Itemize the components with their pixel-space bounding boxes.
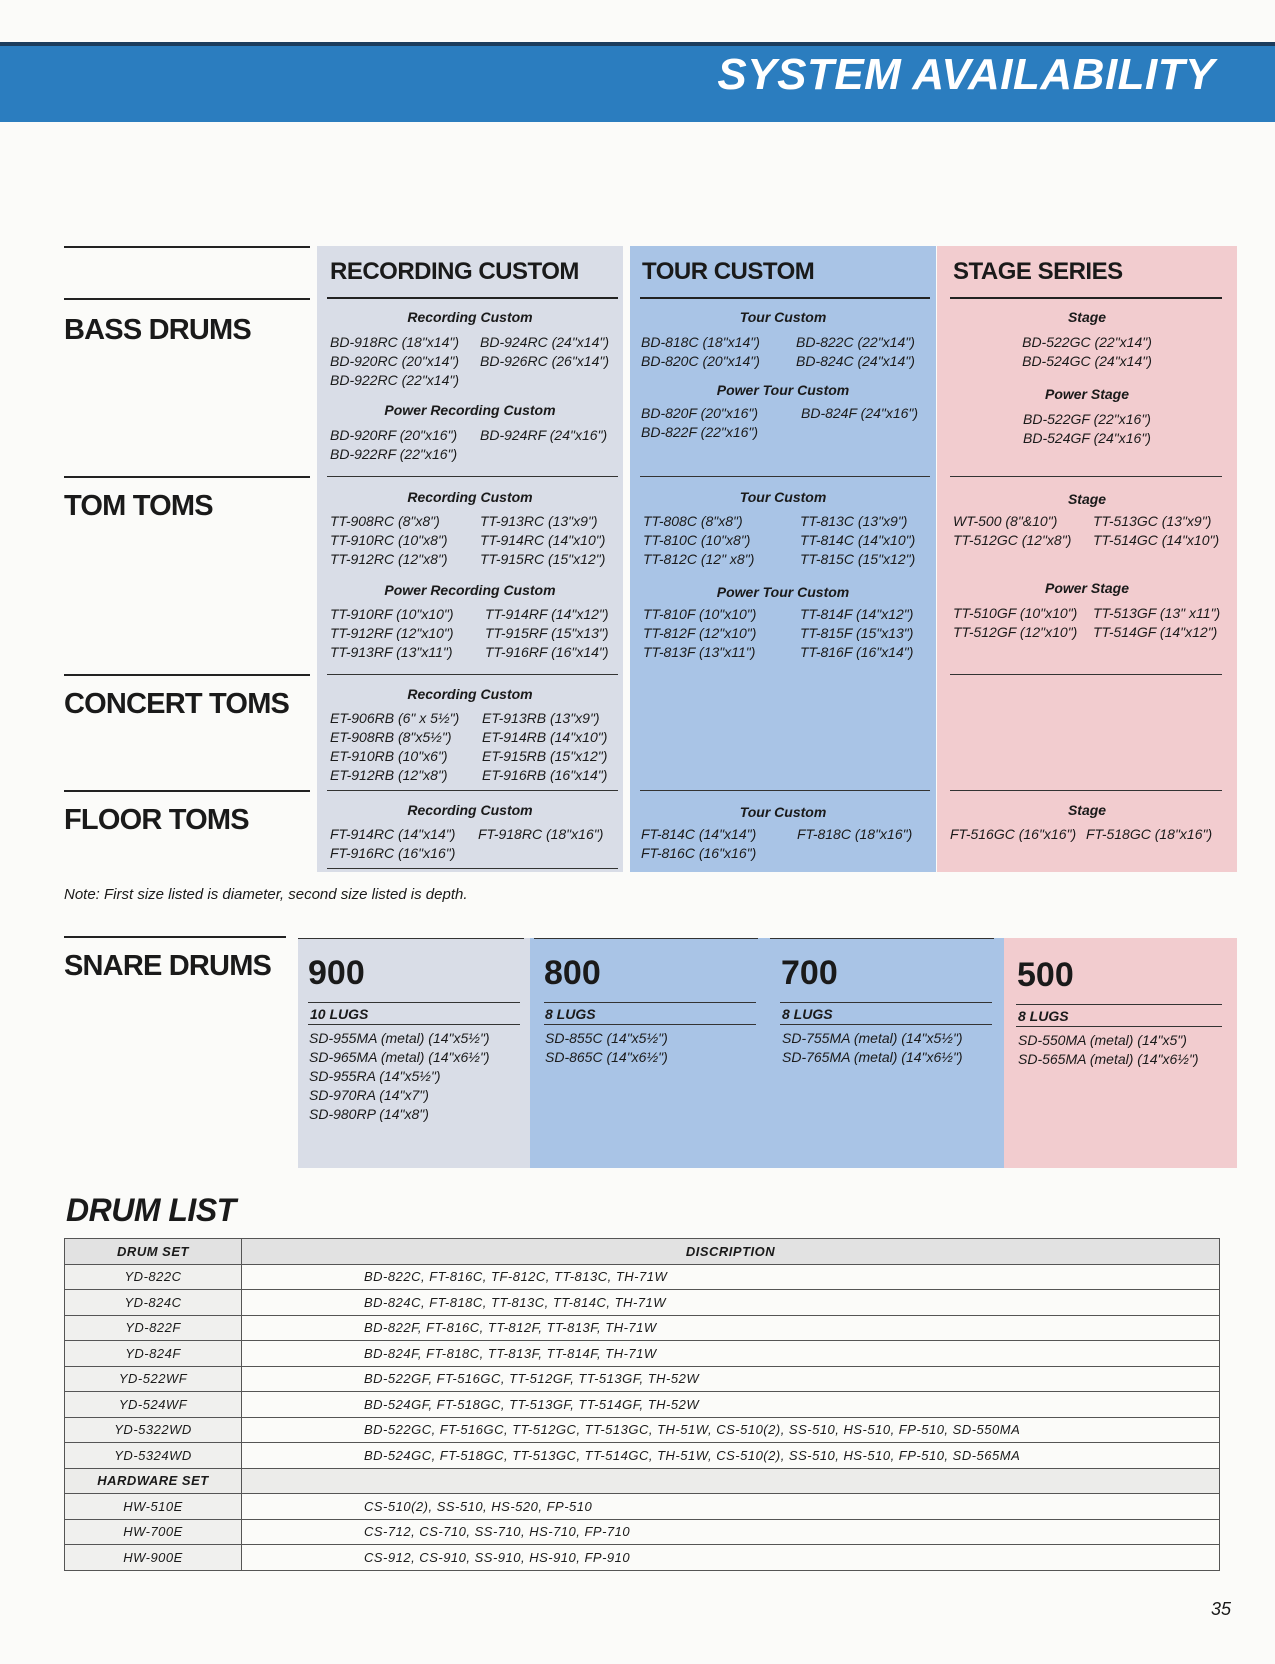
subseries-label: Tour Custom [739, 804, 827, 820]
list-item: FT-914RC (14"x14") [330, 826, 456, 842]
item-list [950, 825, 1212, 844]
subseries-label: Tour Custom [739, 489, 827, 505]
list-item: SD-955RA (14"x5½") [309, 1068, 441, 1084]
size-note: Note: First size listed is diameter, second size listed is depth. [64, 886, 468, 903]
drum-set-cell: HW-900E [65, 1545, 242, 1571]
snare-series-700: 700 [781, 954, 838, 992]
list-item: BD-922RF (22"x16") [330, 446, 458, 462]
drum-list-table [64, 1238, 1220, 1571]
list-item: ET-913RB (13"x9") [482, 710, 600, 726]
table-row [65, 1417, 1220, 1443]
list-item: TT-815F (15"x13") [800, 625, 914, 641]
snare-series-800: 800 [544, 954, 601, 992]
table-row [65, 1341, 1220, 1367]
divider [327, 674, 618, 675]
list-item: BD-824F (24"x16") [801, 405, 919, 421]
divider [1016, 1004, 1222, 1005]
item-list [643, 512, 915, 569]
snare-series-500: 500 [1017, 956, 1074, 994]
column-header-description: DISCRIPTION [242, 1239, 1220, 1265]
list-item: BD-524GC (24"x14") [1022, 353, 1152, 369]
table-row [65, 1392, 1220, 1418]
subseries-label: Recording Custom [407, 309, 533, 325]
list-item: BD-924RC (24"x14") [480, 334, 609, 350]
divider [1016, 1026, 1222, 1027]
drum-set-cell: YD-5322WD [65, 1417, 242, 1443]
list-item: TT-914RC (14"x10") [480, 532, 606, 548]
table-row [65, 1290, 1220, 1316]
drum-set-cell: YD-522WF [65, 1366, 242, 1392]
divider [544, 1002, 756, 1003]
subseries-label: Recording Custom [407, 489, 533, 505]
list-item: SD-550MA (metal) (14"x5") [1018, 1032, 1187, 1048]
divider [770, 938, 994, 939]
item-list [641, 825, 912, 863]
item-list [330, 512, 605, 569]
list-item: SD-865C (14"x6½") [545, 1049, 668, 1065]
tour-custom-title: TOUR CUSTOM [642, 258, 815, 285]
list-item: TT-912RC (12"x8") [330, 551, 448, 567]
list-item: FT-518GC (18"x16") [1086, 826, 1213, 842]
divider [64, 246, 310, 248]
description-cell: BD-522GF, FT-516GC, TT-512GF, TT-513GF, TH-52W [242, 1366, 1220, 1392]
divider [950, 297, 1222, 299]
list-item: BD-920RF (20"x16") [330, 427, 458, 443]
list-item: TT-814C (14"x10") [800, 532, 916, 548]
list-item: TT-815C (15"x12") [800, 551, 916, 567]
drum-set-cell: HARDWARE SET [65, 1468, 242, 1494]
list-item: BD-820F (20"x16") [641, 405, 759, 421]
list-item: SD-755MA (metal) (14"x5½") [782, 1030, 963, 1046]
divider [64, 476, 310, 478]
list-item: TT-510GF (10"x10") [953, 605, 1078, 621]
item-list [330, 825, 603, 863]
subseries-label: Power Tour Custom [716, 584, 850, 600]
list-item: FT-916RC (16"x16") [330, 845, 456, 861]
description-cell: BD-524GF, FT-518GC, TT-513GF, TT-514GF, TH-52W [242, 1392, 1220, 1418]
item-list [641, 404, 918, 442]
description-cell: BD-824F, FT-818C, TT-813F, TT-814F, TH-71W [242, 1341, 1220, 1367]
list-item: BD-522GC (22"x14") [1022, 334, 1152, 350]
column-header-drum-set: DRUM SET [65, 1239, 242, 1265]
item-list [330, 333, 609, 390]
list-item: BD-918RC (18"x14") [330, 334, 459, 350]
list-item: BD-522GF (22"x16") [1023, 411, 1151, 427]
divider [534, 938, 758, 939]
subseries-label: Power Tour Custom [716, 382, 850, 398]
table-row [65, 1264, 1220, 1290]
category-bass-drums: BASS DRUMS [64, 314, 251, 346]
category-tom-toms: TOM TOMS [64, 490, 213, 522]
page-number: 35 [1210, 1599, 1231, 1619]
description-cell: BD-822F, FT-816C, TT-812F, TT-813F, TH-71W [242, 1315, 1220, 1341]
list-item: TT-813F (13"x11") [643, 644, 756, 660]
divider [327, 790, 618, 791]
lug-count: 8 LUGS [782, 1006, 833, 1022]
drum-set-cell: YD-524WF [65, 1392, 242, 1418]
list-item: SD-980RP (14"x8") [309, 1106, 429, 1122]
subseries-label: Recording Custom [407, 686, 533, 702]
description-cell: BD-822C, FT-816C, TF-812C, TT-813C, TH-71W [242, 1264, 1220, 1290]
drum-list-title: DRUM LIST [66, 1192, 236, 1228]
category-floor-toms: FLOOR TOMS [64, 804, 249, 836]
list-item: ET-908RB (8"x5½") [330, 729, 452, 745]
list-item: TT-810C (10"x8") [643, 532, 751, 548]
item-list [330, 426, 607, 464]
page-title: SYSTEM AVAILABILITY [717, 50, 1215, 99]
drum-set-cell: HW-700E [65, 1519, 242, 1545]
stage-series-title: STAGE SERIES [953, 258, 1123, 285]
lug-count: 8 LUGS [545, 1006, 596, 1022]
list-item: SD-965MA (metal) (14"x6½") [309, 1049, 490, 1065]
table-row [65, 1494, 1220, 1520]
item-list [953, 512, 1219, 550]
list-item: ET-906RB (6" x 5½") [330, 710, 460, 726]
list-item: FT-516GC (16"x16") [950, 826, 1077, 842]
description-cell: BD-522GC, FT-516GC, TT-512GC, TT-513GC, TH-51W, CS-510(2), SS-510, HS-510, FP-510, SD-550MA [242, 1417, 1220, 1443]
divider [950, 674, 1222, 675]
list-item: TT-910RF (10"x10") [330, 606, 454, 622]
list-item: TT-913RC (13"x9") [480, 513, 598, 529]
subseries-label: Stage [1067, 802, 1107, 818]
list-item: BD-822F (22"x16") [641, 424, 759, 440]
subseries-label: Power Recording Custom [384, 402, 556, 418]
list-item: BD-924RF (24"x16") [480, 427, 608, 443]
list-item: FT-814C (14"x14") [641, 826, 757, 842]
description-cell [242, 1468, 1220, 1494]
subseries-label: Power Stage [1044, 580, 1130, 596]
list-item: ET-914RB (14"x10") [482, 729, 608, 745]
list-item: TT-512GF (12"x10") [953, 624, 1078, 640]
list-item: SD-765MA (metal) (14"x6½") [782, 1049, 963, 1065]
item-list [953, 604, 1220, 642]
table-row [65, 1315, 1220, 1341]
description-cell: CS-912, CS-910, SS-910, HS-910, FP-910 [242, 1545, 1220, 1571]
divider [64, 674, 310, 676]
divider [327, 868, 618, 869]
item-list [937, 333, 1237, 371]
list-item: BD-926RC (26"x14") [480, 353, 609, 369]
list-item: WT-500 (8"&10") [953, 513, 1058, 529]
item-list [309, 1029, 490, 1124]
list-item: TT-513GC (13"x9") [1093, 513, 1212, 529]
list-item: BD-822C (22"x14") [796, 334, 915, 350]
list-item: TT-816F (16"x14") [800, 644, 914, 660]
list-item: TT-513GF (13" x11") [1093, 605, 1221, 621]
divider [950, 476, 1222, 477]
lug-count: 8 LUGS [1018, 1008, 1069, 1024]
list-item: ET-915RB (15"x12") [482, 748, 608, 764]
list-item: BD-820C (20"x14") [641, 353, 760, 369]
divider [950, 790, 1222, 791]
list-item: TT-915RC (15"x12") [480, 551, 606, 567]
list-item: ET-916RB (16"x14") [482, 767, 608, 783]
list-item: TT-908RC (8"x8") [330, 513, 440, 529]
list-item: SD-855C (14"x5½") [545, 1030, 668, 1046]
divider [308, 1002, 520, 1003]
list-item: TT-812C (12" x8") [643, 551, 755, 567]
subseries-label: Recording Custom [407, 802, 533, 818]
drum-set-cell: YD-824C [65, 1290, 242, 1316]
subseries-label: Power Recording Custom [384, 582, 556, 598]
list-item: TT-913RF (13"x11") [330, 644, 453, 660]
divider [640, 476, 930, 477]
lug-count: 10 LUGS [310, 1006, 369, 1022]
recording-custom-title: RECORDING CUSTOM [330, 258, 579, 285]
list-item: SD-970RA (14"x7") [309, 1087, 429, 1103]
divider [780, 1002, 992, 1003]
list-item: TT-915RF (15"x13") [485, 625, 609, 641]
list-item: TT-916RF (16"x14") [485, 644, 609, 660]
list-item: FT-816C (16"x16") [641, 845, 757, 861]
divider [327, 297, 618, 299]
table-row [65, 1545, 1220, 1571]
list-item: TT-912RF (12"x10") [330, 625, 454, 641]
table-row [65, 1519, 1220, 1545]
list-item: SD-955MA (metal) (14"x5½") [309, 1030, 490, 1046]
divider [640, 297, 930, 299]
drum-set-cell: YD-822F [65, 1315, 242, 1341]
divider [327, 476, 618, 477]
table-row [65, 1366, 1220, 1392]
list-item: TT-512GC (12"x8") [953, 532, 1072, 548]
list-item: TT-914RF (14"x12") [485, 606, 609, 622]
description-cell: CS-712, CS-710, SS-710, HS-710, FP-710 [242, 1519, 1220, 1545]
description-cell: BD-824C, FT-818C, TT-813C, TT-814C, TH-71W [242, 1290, 1220, 1316]
list-item: TT-810F (10"x10") [643, 606, 757, 622]
item-list [330, 709, 607, 785]
item-list [330, 605, 609, 662]
subseries-label: Stage [1067, 491, 1107, 507]
list-item: TT-812F (12"x10") [643, 625, 757, 641]
list-item: BD-818C (18"x14") [641, 334, 760, 350]
list-item: ET-910RB (10"x6") [330, 748, 448, 764]
divider [308, 1024, 520, 1025]
divider [64, 790, 310, 792]
item-list [643, 605, 913, 662]
list-item: FT-818C (18"x16") [797, 826, 913, 842]
list-item: SD-565MA (metal) (14"x6½") [1018, 1051, 1199, 1067]
description-cell: CS-510(2), SS-510, HS-520, FP-510 [242, 1494, 1220, 1520]
snare-series-900: 900 [308, 954, 365, 992]
divider [544, 1024, 756, 1025]
list-item: BD-524GF (24"x16") [1023, 430, 1151, 446]
divider [64, 298, 310, 300]
drum-set-cell: YD-5324WD [65, 1443, 242, 1469]
drum-set-cell: YD-822C [65, 1264, 242, 1290]
divider [640, 790, 930, 791]
item-list [1018, 1031, 1199, 1069]
description-cell: BD-524GC, FT-518GC, TT-513GC, TT-514GC, TH-51W, CS-510(2), SS-510, HS-510, FP-510, SD-565MA [242, 1443, 1220, 1469]
divider [780, 1024, 992, 1025]
list-item: TT-814F (14"x12") [800, 606, 914, 622]
subseries-label: Tour Custom [739, 309, 827, 325]
item-list [545, 1029, 668, 1067]
table-row [65, 1443, 1220, 1469]
list-item: BD-920RC (20"x14") [330, 353, 459, 369]
drum-set-cell: HW-510E [65, 1494, 242, 1520]
category-concert-toms: CONCERT TOMS [64, 688, 290, 720]
list-item: TT-514GF (14"x12") [1093, 624, 1218, 640]
table-row [65, 1468, 1220, 1494]
item-list [641, 333, 915, 371]
category-snare-drums: SNARE DRUMS [64, 950, 272, 982]
list-item: FT-918RC (18"x16") [478, 826, 604, 842]
list-item: BD-922RC (22"x14") [330, 372, 459, 388]
subseries-label: Stage [1067, 309, 1107, 325]
divider [64, 936, 286, 938]
drum-set-cell: YD-824F [65, 1341, 242, 1367]
table-header-row [65, 1239, 1220, 1265]
list-item: TT-813C (13"x9") [800, 513, 908, 529]
subseries-label: Power Stage [1044, 386, 1130, 402]
list-item: ET-912RB (12"x8") [330, 767, 448, 783]
item-list [782, 1029, 963, 1067]
list-item: TT-910RC (10"x8") [330, 532, 448, 548]
divider [298, 938, 524, 939]
list-item: TT-514GC (14"x10") [1093, 532, 1220, 548]
list-item: BD-824C (24"x14") [796, 353, 915, 369]
list-item: TT-808C (8"x8") [643, 513, 743, 529]
item-list [937, 410, 1237, 448]
